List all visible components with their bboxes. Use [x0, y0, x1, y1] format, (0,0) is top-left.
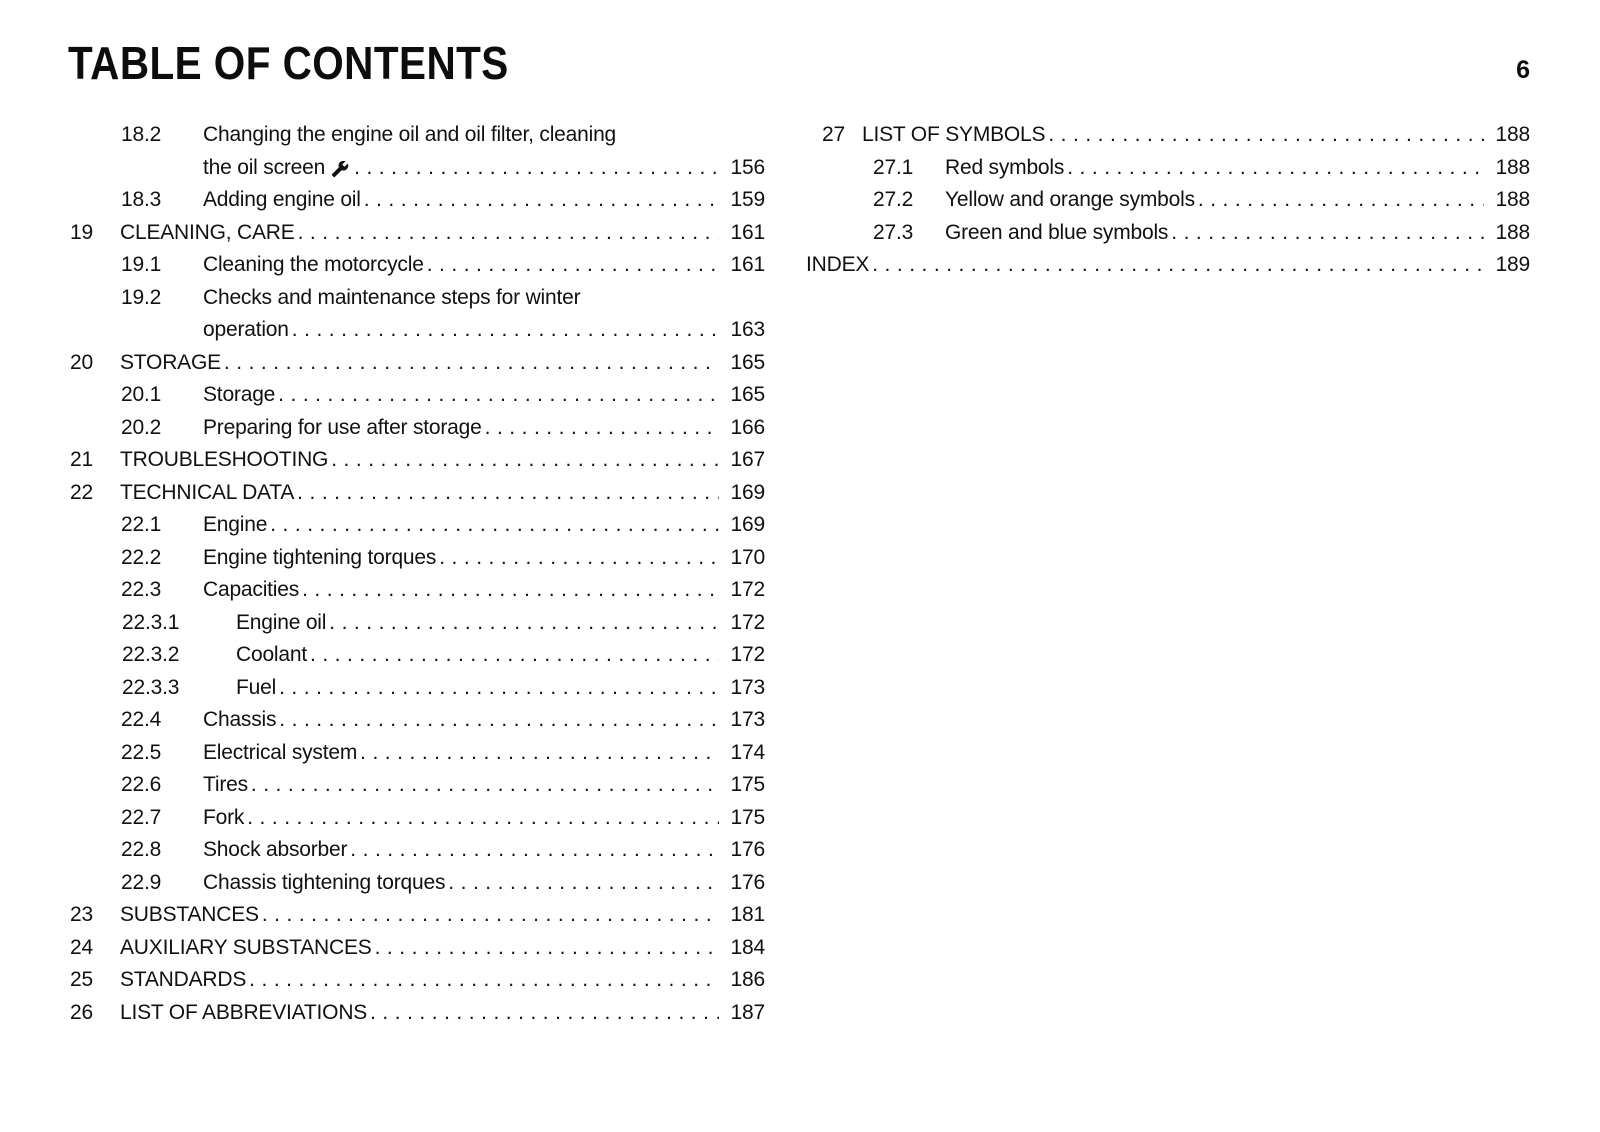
toc-entry-number: 22.3.3	[122, 675, 180, 699]
dot-leader	[294, 477, 718, 510]
dot-leader	[244, 802, 718, 835]
toc-entry[interactable]	[70, 542, 765, 575]
toc-entry-title: Chassis tightening torques	[203, 870, 446, 894]
toc-entry-number: 22.1	[121, 513, 162, 536]
toc-entry[interactable]	[806, 119, 1530, 152]
toc-entry-page: 169	[730, 513, 765, 536]
toc-entry-title: Fuel	[236, 675, 277, 699]
toc-entry-number: 18.2	[121, 123, 162, 146]
toc-entry-title: TECHNICAL DATA	[120, 480, 295, 504]
toc-column-left	[70, 119, 765, 1029]
toc-entry-title: Electrical system	[203, 740, 358, 764]
toc-entry[interactable]	[70, 802, 765, 835]
toc-entry[interactable]	[70, 412, 765, 445]
toc-entry-title: Changing the engine oil and oil filter, cleaning	[203, 123, 617, 146]
dot-leader	[1045, 119, 1483, 152]
toc-entry[interactable]	[70, 964, 765, 997]
toc-entry-number: 22.9	[121, 870, 162, 894]
toc-entry-page: 181	[730, 903, 765, 926]
toc-entry-title: Engine tightening torques	[203, 545, 437, 569]
toc-entry-title: Checks and maintenance steps for winter	[203, 285, 581, 309]
toc-entry-number: 26	[70, 1000, 93, 1024]
toc-entry-page: 187	[730, 1000, 765, 1024]
toc-entry-title: AUXILIARY SUBSTANCES	[120, 935, 372, 959]
toc-entry-page: 176	[730, 838, 765, 861]
toc-entry-number: 23	[70, 903, 93, 926]
dot-leader	[221, 347, 719, 380]
toc-entry[interactable]	[806, 184, 1530, 217]
toc-entry[interactable]	[70, 347, 765, 380]
toc-entry-page: 175	[730, 773, 765, 796]
page-number: 6	[1516, 56, 1530, 84]
toc-entry[interactable]	[70, 184, 765, 217]
toc-entry-number: 20	[70, 350, 93, 374]
toc-entry[interactable]	[70, 997, 765, 1030]
dot-leader	[347, 834, 718, 867]
toc-entry-number: 19.1	[121, 253, 162, 276]
dot-leader	[424, 249, 719, 282]
toc-entry-page: 175	[730, 805, 765, 829]
toc-entry-number: 19.2	[121, 285, 162, 309]
toc-entry-title: CLEANING, CARE	[120, 220, 295, 244]
toc-entry-number: 22.4	[121, 708, 162, 731]
toc-entry-title: Coolant	[236, 643, 307, 666]
toc-entry-title: LIST OF ABBREVIATIONS	[120, 1000, 368, 1024]
toc-entry[interactable]	[70, 899, 765, 932]
toc-entry-number: 22.3.2	[122, 643, 180, 666]
toc-entry[interactable]	[70, 737, 765, 770]
toc-entry-number: 20.1	[121, 383, 162, 406]
toc-entry-page: 161	[730, 220, 765, 244]
page-title: TABLE OF CONTENTS	[68, 37, 509, 89]
toc-entry-page: 188	[1495, 188, 1530, 211]
dot-leader	[361, 184, 719, 217]
toc-entry-number: 19	[70, 220, 93, 244]
toc-entry-title: the oil screen	[203, 155, 326, 179]
toc-entry-page: 184	[730, 935, 765, 959]
toc-entry-number: 22.3.1	[122, 610, 180, 634]
dot-leader	[357, 737, 718, 770]
dot-leader	[248, 769, 719, 802]
dot-leader	[328, 444, 718, 477]
toc-entry-page: 169	[730, 480, 765, 504]
dot-leader	[367, 997, 718, 1030]
toc-entry-page: 176	[730, 870, 765, 894]
toc-entry-number: 21	[70, 448, 93, 471]
dot-leader	[869, 249, 1483, 282]
toc-entry[interactable]	[70, 477, 765, 510]
toc-entry-title: STANDARDS	[120, 968, 247, 991]
toc-entry[interactable]	[70, 249, 765, 282]
toc-entry[interactable]	[70, 217, 765, 250]
dot-leader	[246, 964, 718, 997]
toc-entry-page: 172	[730, 643, 765, 666]
toc-entry-page: 165	[730, 350, 765, 374]
dot-leader	[1195, 184, 1484, 217]
toc-entry-title: INDEX	[806, 253, 870, 276]
toc-entry-title: Shock absorber	[203, 838, 348, 861]
toc-entry-page: 173	[730, 675, 765, 699]
toc-entry-page: 166	[730, 415, 765, 439]
toc-entry-page: 188	[1495, 155, 1530, 179]
dot-leader	[289, 314, 719, 347]
toc-entry[interactable]	[70, 769, 765, 802]
dot-leader	[276, 672, 718, 705]
toc-entry-number: 22.6	[121, 773, 162, 796]
toc-entry-title: Adding engine oil	[203, 188, 361, 211]
toc-entry-title: Chassis	[203, 708, 277, 731]
toc-entry-title: Engine oil	[236, 610, 327, 634]
dot-leader	[276, 704, 718, 737]
toc-entry-title: LIST OF SYMBOLS	[862, 123, 1046, 146]
toc-entry-page: 170	[730, 545, 765, 569]
toc-entry-page: 188	[1495, 220, 1530, 244]
toc-entry-title: Cleaning the motorcycle	[203, 253, 424, 276]
toc-entry-title: operation	[203, 318, 289, 341]
toc-entry[interactable]	[70, 672, 765, 705]
toc-entry[interactable]	[70, 834, 765, 867]
dot-leader	[295, 217, 719, 250]
toc-entry-number: 27.1	[873, 155, 914, 179]
toc-entry[interactable]	[70, 574, 765, 607]
toc-entry-number: 25	[70, 968, 93, 991]
dot-leader	[482, 412, 719, 445]
dot-leader	[436, 542, 718, 575]
toc-entry-number: 27.2	[873, 188, 914, 211]
toc-entry-page: 163	[730, 318, 765, 341]
toc-entry[interactable]	[70, 704, 765, 737]
toc-entry-page: 172	[730, 578, 765, 601]
toc-entry[interactable]	[70, 639, 765, 672]
dot-leader	[307, 639, 719, 672]
toc-entry[interactable]	[70, 867, 765, 900]
toc-entry[interactable]	[70, 119, 765, 184]
toc-entry[interactable]	[70, 509, 765, 542]
dot-leader	[1064, 152, 1483, 185]
toc-entry-title: Engine	[203, 513, 268, 536]
toc-entry[interactable]	[70, 932, 765, 965]
dot-leader	[259, 899, 719, 932]
toc-entry-title: Green and blue symbols	[945, 220, 1169, 244]
toc-entry[interactable]	[806, 152, 1530, 185]
toc-entry-number: 20.2	[121, 415, 162, 439]
toc-entry-page: 189	[1495, 253, 1530, 276]
toc-entry[interactable]	[70, 444, 765, 477]
toc-entry-number: 18.3	[121, 188, 162, 211]
toc-entry-page: 188	[1495, 123, 1530, 146]
toc-entry-title: SUBSTANCES	[120, 903, 259, 926]
dot-leader	[1168, 217, 1483, 250]
toc-entry-title: Red symbols	[945, 155, 1065, 179]
toc-entry-number: 27.3	[873, 220, 914, 244]
dot-leader	[372, 932, 719, 965]
toc-entry[interactable]	[70, 607, 765, 640]
dot-leader	[351, 152, 718, 185]
toc-entry-title: TROUBLESHOOTING	[120, 448, 329, 471]
toc-entry-number: 22.3	[121, 578, 162, 601]
toc-entry-page: 161	[730, 253, 765, 276]
toc-entry-page: 174	[730, 740, 765, 764]
dot-leader	[299, 574, 718, 607]
toc-entry-page: 173	[730, 708, 765, 731]
toc-entry-title: STORAGE	[120, 350, 221, 374]
toc-entry[interactable]	[806, 249, 1530, 282]
toc-entry-title: Capacities	[203, 578, 300, 601]
toc-entry-page: 167	[730, 448, 765, 471]
toc-entry[interactable]	[70, 379, 765, 412]
toc-entry-number: 27	[822, 123, 845, 146]
dot-leader	[267, 509, 718, 542]
toc-entry-title: Storage	[203, 383, 276, 406]
toc-entry-page: 156	[730, 155, 765, 179]
toc-column-right	[806, 119, 1530, 282]
toc-entry-number: 22.2	[121, 545, 162, 569]
toc-entry-page: 165	[730, 383, 765, 406]
dot-leader	[275, 379, 718, 412]
dot-leader	[445, 867, 718, 900]
toc-entry-number: 24	[70, 935, 93, 959]
toc-entry[interactable]	[70, 282, 765, 347]
toc-entry-page: 172	[730, 610, 765, 634]
toc-entry-number: 22	[70, 480, 93, 504]
toc-entry-title: Preparing for use after storage	[203, 415, 482, 439]
toc-entry-title: Fork	[203, 805, 245, 829]
toc-entry-page: 186	[730, 968, 765, 991]
toc-entry-title: Yellow and orange symbols	[945, 188, 1195, 211]
toc-entry-number: 22.8	[121, 838, 162, 861]
wrench-icon	[331, 152, 349, 185]
toc-entry-number: 22.7	[121, 805, 162, 829]
toc-entry[interactable]	[806, 217, 1530, 250]
dot-leader	[326, 607, 718, 640]
toc-entry-title: Tires	[203, 773, 248, 796]
toc-entry-number: 22.5	[121, 740, 162, 764]
toc-entry-page: 159	[730, 188, 765, 211]
